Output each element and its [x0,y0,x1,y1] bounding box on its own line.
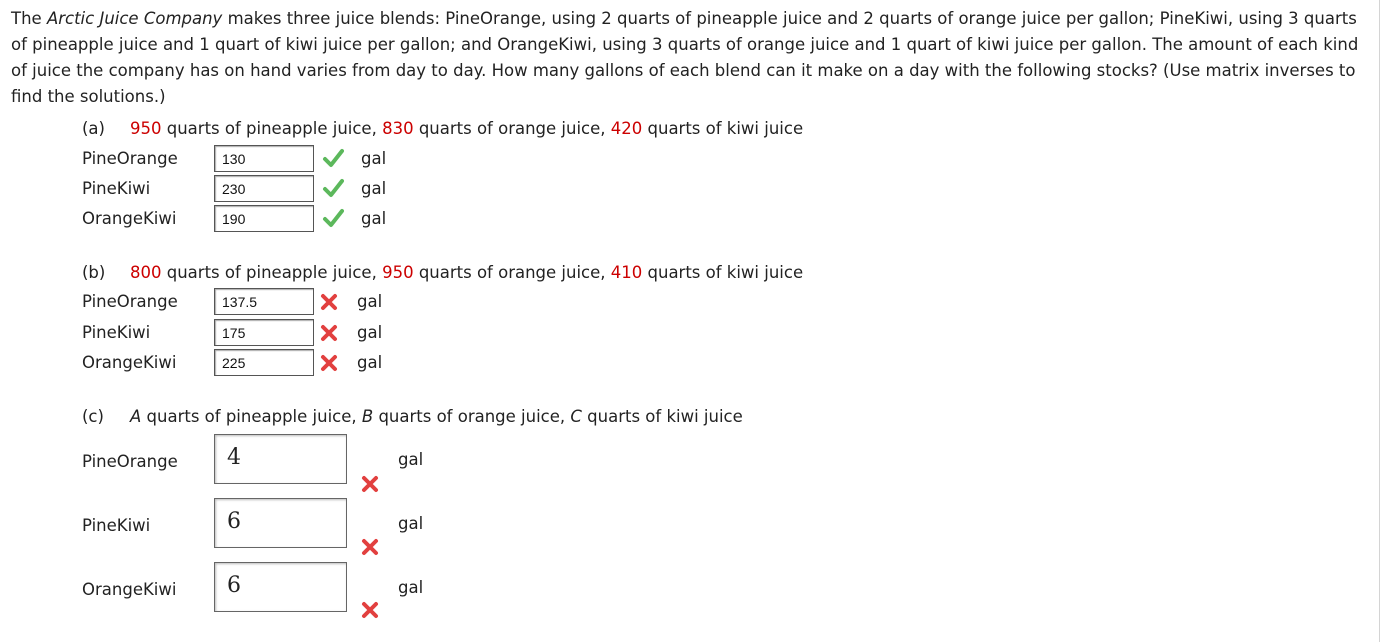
x-icon [360,537,380,557]
part-b-pinekiwi-unit: gal [357,323,383,342]
part-b-header: (b) 800 quarts of pineapple juice, 950 quarts of orange juice, 410 quarts of kiwi juice [82,263,804,282]
part-c-orangekiwi-unit: gal [398,578,424,597]
part-b-kiwi: 410 [610,263,643,282]
x-icon [319,323,339,343]
part-a-orangekiwi-unit: gal [361,209,387,228]
check-icon [322,208,344,228]
part-a-orange: 830 [382,119,414,138]
part-c-orangekiwi-input[interactable]: 6 [214,562,347,612]
part-c-var-c: C [570,407,582,426]
x-icon [319,353,339,373]
part-c-label: (c) [82,407,104,426]
part-a-orangekiwi-label: OrangeKiwi [82,209,177,228]
x-icon [319,292,339,312]
part-a-orangekiwi-input[interactable] [214,205,314,232]
part-b-orangekiwi-unit: gal [357,353,383,372]
part-b-orangekiwi-label: OrangeKiwi [82,353,177,372]
part-a-pineorange-label: PineOrange [82,149,178,168]
part-a-kiwi: 420 [610,119,643,138]
right-border [1379,0,1380,642]
part-c-var-b: B [361,407,374,426]
part-a-pineorange-unit: gal [361,149,387,168]
part-c-pineorange-label: PineOrange [82,452,178,471]
part-a-pineorange-input[interactable] [214,145,314,172]
part-a-label: (a) [82,119,105,138]
x-icon [360,600,380,620]
part-b-pineorange-label: PineOrange [82,292,178,311]
part-c-pinekiwi-input[interactable]: 6 [214,498,347,548]
part-b-pinekiwi-label: PineKiwi [82,323,151,342]
part-c-header: (c) A quarts of pineapple juice, B quarts of orange juice, C quarts of kiwi juice [82,407,743,426]
part-c-orangekiwi-label: OrangeKiwi [82,580,177,599]
part-c-pineorange-unit: gal [398,450,424,469]
part-c-pineorange-input[interactable]: 4 [214,434,347,484]
part-b-pineapple: 800 [130,263,162,282]
part-a-pinekiwi-unit: gal [361,179,387,198]
part-a-pinekiwi-label: PineKiwi [82,179,151,198]
problem-statement: The Arctic Juice Company makes three juice blends: PineOrange, using 2 quarts of pineapple juice and 2 quarts of orange juice per gallon; PineKiwi, using 3 quarts of pineapple juice and 1 quart of kiwi juice per gallon; and OrangeKiwi, using 3 quarts of orange juice and 1 quart of kiwi juice per gallon. The amount of each kind of juice the company has on hand varies from day to day. How many gallons of each blend can it make on a day with the following stocks? (Use matrix inverses to find the solutions.) [11,9,1359,106]
part-b-pineorange-input[interactable] [214,288,314,315]
part-c-pinekiwi-label: PineKiwi [82,516,151,535]
part-c-pinekiwi-unit: gal [398,514,424,533]
check-icon [322,178,344,198]
part-b-pineorange-unit: gal [357,292,383,311]
part-b-pinekiwi-input[interactable] [214,319,314,346]
part-c-var-a: A [130,407,142,426]
part-a-pineapple: 950 [130,119,162,138]
company-name: Arctic Juice Company [46,9,223,28]
part-b-label: (b) [82,263,106,282]
part-b-orangekiwi-input[interactable] [214,349,314,376]
part-a-pinekiwi-input[interactable] [214,175,314,202]
part-b-orange: 950 [382,263,414,282]
check-icon [322,148,344,168]
part-a-header: (a) 950 quarts of pineapple juice, 830 quarts of orange juice, 420 quarts of kiwi juice [82,119,804,138]
x-icon [360,474,380,494]
